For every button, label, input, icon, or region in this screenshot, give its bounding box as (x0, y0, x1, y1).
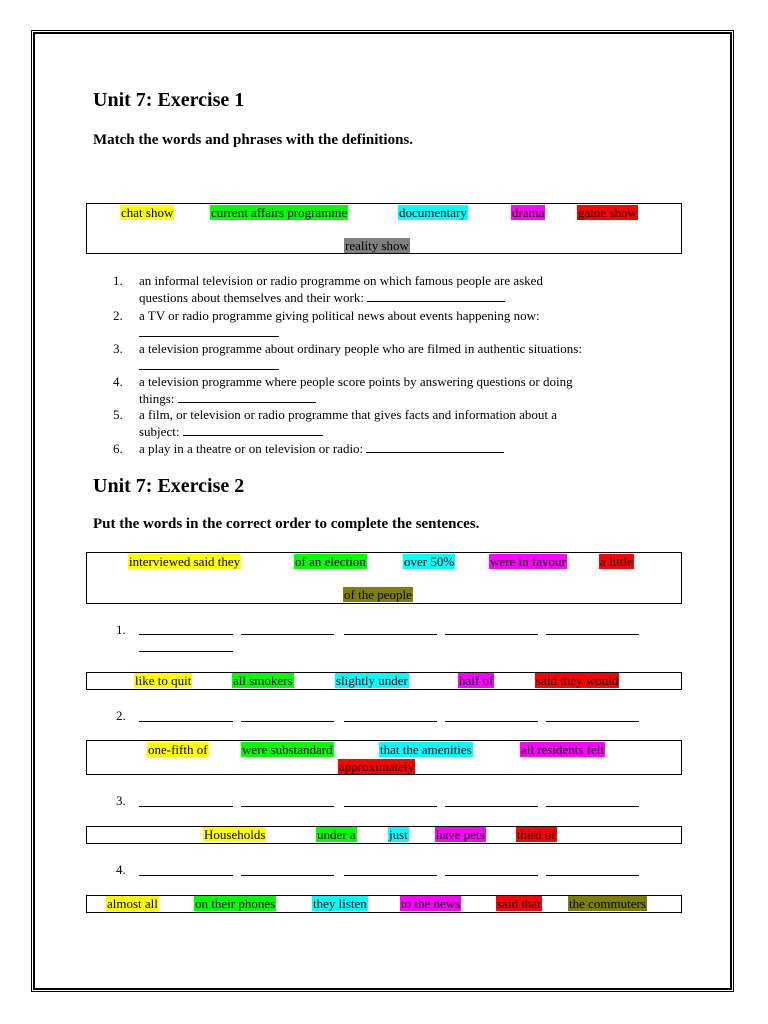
answer-line[interactable] (445, 634, 538, 635)
word-chip: approximately (339, 759, 415, 774)
answer-line[interactable] (139, 651, 233, 652)
item-number: 3. (113, 341, 123, 356)
item-number: 5. (113, 407, 123, 422)
item-text: a television programme about ordinary people who are filmed in authentic situations: (139, 341, 582, 356)
word-chip: said that (497, 896, 541, 911)
item-text: a play in a theatre or on television or radio: (139, 441, 364, 456)
answer-line[interactable] (139, 634, 233, 635)
item-text: questions about themselves and their work: (139, 290, 364, 305)
word-chip: drama (512, 205, 545, 220)
word-chip: chat show (121, 205, 174, 220)
word-chip: were substandard (242, 742, 333, 757)
answer-line[interactable] (344, 721, 437, 722)
item-text: a television programme where people score points by answering questions or doing (139, 374, 573, 389)
word-chip: documentary (399, 205, 467, 220)
answer-line[interactable] (344, 634, 437, 635)
answer-line[interactable] (241, 806, 334, 807)
word-chip: just (389, 827, 408, 842)
word-chip: a little (600, 554, 633, 569)
exercise1-instruction: Match the words and phrases with the definitions. (93, 132, 414, 148)
exercise1-title: Unit 7: Exercise 1 (93, 89, 245, 111)
sentence-number: 2. (116, 708, 126, 723)
word-chip: one-fifth of (148, 742, 208, 757)
answer-line[interactable] (139, 806, 233, 807)
word-chip: of the people (344, 587, 412, 602)
word-chip: half of (459, 673, 494, 688)
answer-line[interactable] (139, 721, 233, 722)
answer-line[interactable] (546, 721, 639, 722)
exercise1-word-box (86, 203, 682, 254)
answer-line[interactable] (445, 806, 538, 807)
item-number: 2. (113, 308, 123, 323)
sentence-number: 1. (116, 622, 126, 637)
exercise2-word-box (86, 552, 682, 604)
word-chip: almost all (107, 896, 158, 911)
answer-line[interactable] (445, 875, 538, 876)
word-chip: slightly under (336, 673, 408, 688)
word-chip: said they would (536, 673, 619, 688)
word-chip: like to quit (135, 673, 192, 688)
item-text: things: (139, 391, 175, 406)
answer-line[interactable] (344, 875, 437, 876)
word-chip: that the amenities (380, 742, 472, 757)
item-text: a film, or television or radio programme that gives facts and information about a (139, 407, 558, 422)
answer-line[interactable] (241, 634, 334, 635)
word-chip: over 50% (404, 554, 455, 569)
exercise2-word-box (86, 672, 682, 690)
answer-line[interactable] (139, 875, 233, 876)
word-chip: interviewed said they (129, 554, 241, 569)
item-number: 1. (113, 273, 123, 288)
answer-blank[interactable] (366, 441, 504, 453)
exercise2-word-box (86, 826, 682, 844)
word-chip: all residents felt (521, 742, 605, 757)
word-chip: were in favour (490, 554, 566, 569)
word-chip: all smokers (233, 673, 293, 688)
item-number: 6. (113, 441, 123, 456)
answer-line[interactable] (344, 806, 437, 807)
word-chip: game show (578, 205, 637, 220)
sentence-number: 3. (116, 793, 126, 808)
word-chip: under a (317, 827, 356, 842)
exercise2-word-box (86, 895, 682, 913)
answer-line[interactable] (546, 634, 639, 635)
item-text: subject: (139, 424, 180, 439)
item-text: an informal television or radio programme on which famous people are asked (139, 273, 543, 288)
answer-line[interactable] (445, 721, 538, 722)
answer-line[interactable] (546, 806, 639, 807)
item-number: 4. (113, 374, 123, 389)
page-border-inner (34, 33, 731, 989)
word-chip: have pets (436, 827, 485, 842)
item-text: a TV or radio programme giving political news about events happening now: (139, 308, 540, 323)
answer-line[interactable] (241, 721, 334, 722)
answer-blank[interactable] (178, 391, 316, 403)
word-chip: reality show (345, 238, 409, 253)
answer-line[interactable] (241, 875, 334, 876)
answer-line[interactable] (546, 875, 639, 876)
word-chip: to the news (401, 896, 461, 911)
exercise2-word-box (86, 740, 682, 775)
answer-blank[interactable] (183, 424, 323, 436)
word-chip: on their phones (195, 896, 276, 911)
sentence-number: 4. (116, 862, 126, 877)
word-chip: the commuters (569, 896, 646, 911)
answer-blank[interactable] (139, 325, 279, 337)
word-chip: current affairs programme (211, 205, 348, 220)
answer-blank[interactable] (367, 290, 505, 302)
answer-blank[interactable] (139, 358, 279, 370)
word-chip: Households (204, 827, 266, 842)
word-chip: third of (517, 827, 556, 842)
exercise2-instruction: Put the words in the correct order to complete the sentences. (93, 516, 480, 532)
exercise2-title: Unit 7: Exercise 2 (93, 475, 245, 497)
word-chip: of an election (295, 554, 366, 569)
word-chip: they listen (313, 896, 367, 911)
